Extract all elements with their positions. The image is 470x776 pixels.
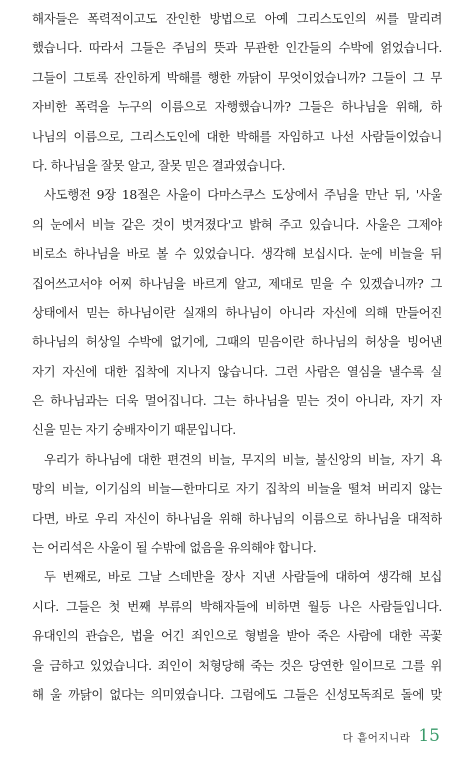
text-line: 시다. 그들은 첫 번째 부류의 박해자들에 비하면 월등 나은 사람들입니다. — [32, 598, 442, 614]
text-line: 사도행전 9장 18절은 사울이 다마스쿠스 도상에서 주님을 만난 뒤, '사울 — [44, 187, 442, 203]
paragraph — [32, 562, 442, 709]
text-line: 했습니다. 따라서 그들은 주님의 뜻과 무관한 인간들의 수박에 얽었습니다. — [32, 40, 442, 56]
text-line: 는 어리석은 사울이 될 수밖에 없음을 유의해야 합니다. — [32, 540, 317, 556]
text-line: 다. 하나님을 잘못 알고, 잘못 믿은 결과였습니다. — [32, 157, 286, 173]
text-line: 상태에서 믿는 하나님이란 실재의 하나님이 아니라 자신에 의해 만들어진 — [32, 304, 442, 320]
paragraph — [32, 180, 442, 445]
text-line: 두 번째로, 바로 그날 스데반을 장사 지낸 사람들에 대하여 생각해 보십 — [44, 569, 442, 585]
text-line: 하나님의 허상일 수박에 없기에, 그때의 믿음이란 하나님의 허상을 빙어낸 — [32, 334, 442, 350]
paragraph — [32, 4, 442, 180]
text-line: 우리가 하나님에 대한 편견의 비늘, 무지의 비늘, 불신앙의 비늘, 자기 욕 — [44, 451, 442, 467]
text-line: 그들이 그토록 잔인하게 박해를 행한 까닭이 무엇이었습니까? 그들이 그 무 — [32, 69, 442, 85]
text-line: 은 하나님과는 더욱 멀어집니다. 그는 하나님을 믿는 것이 아니라, 자기 자 — [32, 393, 442, 409]
text-line: 을 금하고 있었습니다. 죄인이 처형당해 죽는 것은 당연한 일이므로 그를 위 — [32, 657, 442, 673]
text-line: 비로소 하나님을 바로 볼 수 있었습니다. 생각해 보십시다. 눈에 비늘을 뒤 — [32, 246, 442, 262]
text-line: 나님의 이름으로, 그리스도인에 대한 박해를 자임하고 나선 사람들이었습니 — [32, 128, 442, 144]
text-line: 신을 믿는 자기 숭배자이기 때문입니다. — [32, 422, 236, 438]
text-line: 자기 자신에 대한 집착에 지나지 않습니다. 그런 사람은 열심을 낼수록 실 — [32, 363, 442, 379]
text-line: 집어쓰고서야 어찌 하나님을 바르게 알고, 제대로 믿을 수 있겠습니까? 그 — [32, 275, 442, 291]
text-line: 망의 비늘, 이기심의 비늘—한마디로 자기 집착의 비늘을 떨쳐 버리지 않는 — [32, 481, 442, 497]
text-line: 자비한 폭력을 누구의 이름으로 자행했습니까? 그들은 하나님을 위해, 하 — [32, 99, 442, 115]
text-line: 해 울 까닭이 없다는 의미였습니다. 그럼에도 그들은 신성모독죄로 돌에 맞 — [32, 686, 442, 702]
page-number: 15 — [418, 726, 440, 746]
page-footer — [343, 726, 440, 756]
body-text — [32, 4, 442, 709]
paragraph — [32, 445, 442, 563]
text-line: 해자들은 폭력적이고도 잔인한 방법으로 아예 그리스도인의 씨를 말리려 — [32, 11, 442, 26]
text-line: 의 눈에서 비늘 같은 것이 벗겨졌다'고 밝혀 주고 있습니다. 사울은 그제야 — [32, 216, 442, 232]
text-line: 유대인의 관습은, 법을 어긴 죄인으로 형벌을 받아 죽은 사람에 대한 곡꽃 — [32, 628, 442, 644]
running-title: 다 흩어지니라 — [342, 732, 411, 744]
text-line: 다면, 바로 우리 자신이 하나님을 위해 하나님의 이름으로 하나님을 대적하 — [32, 510, 442, 526]
